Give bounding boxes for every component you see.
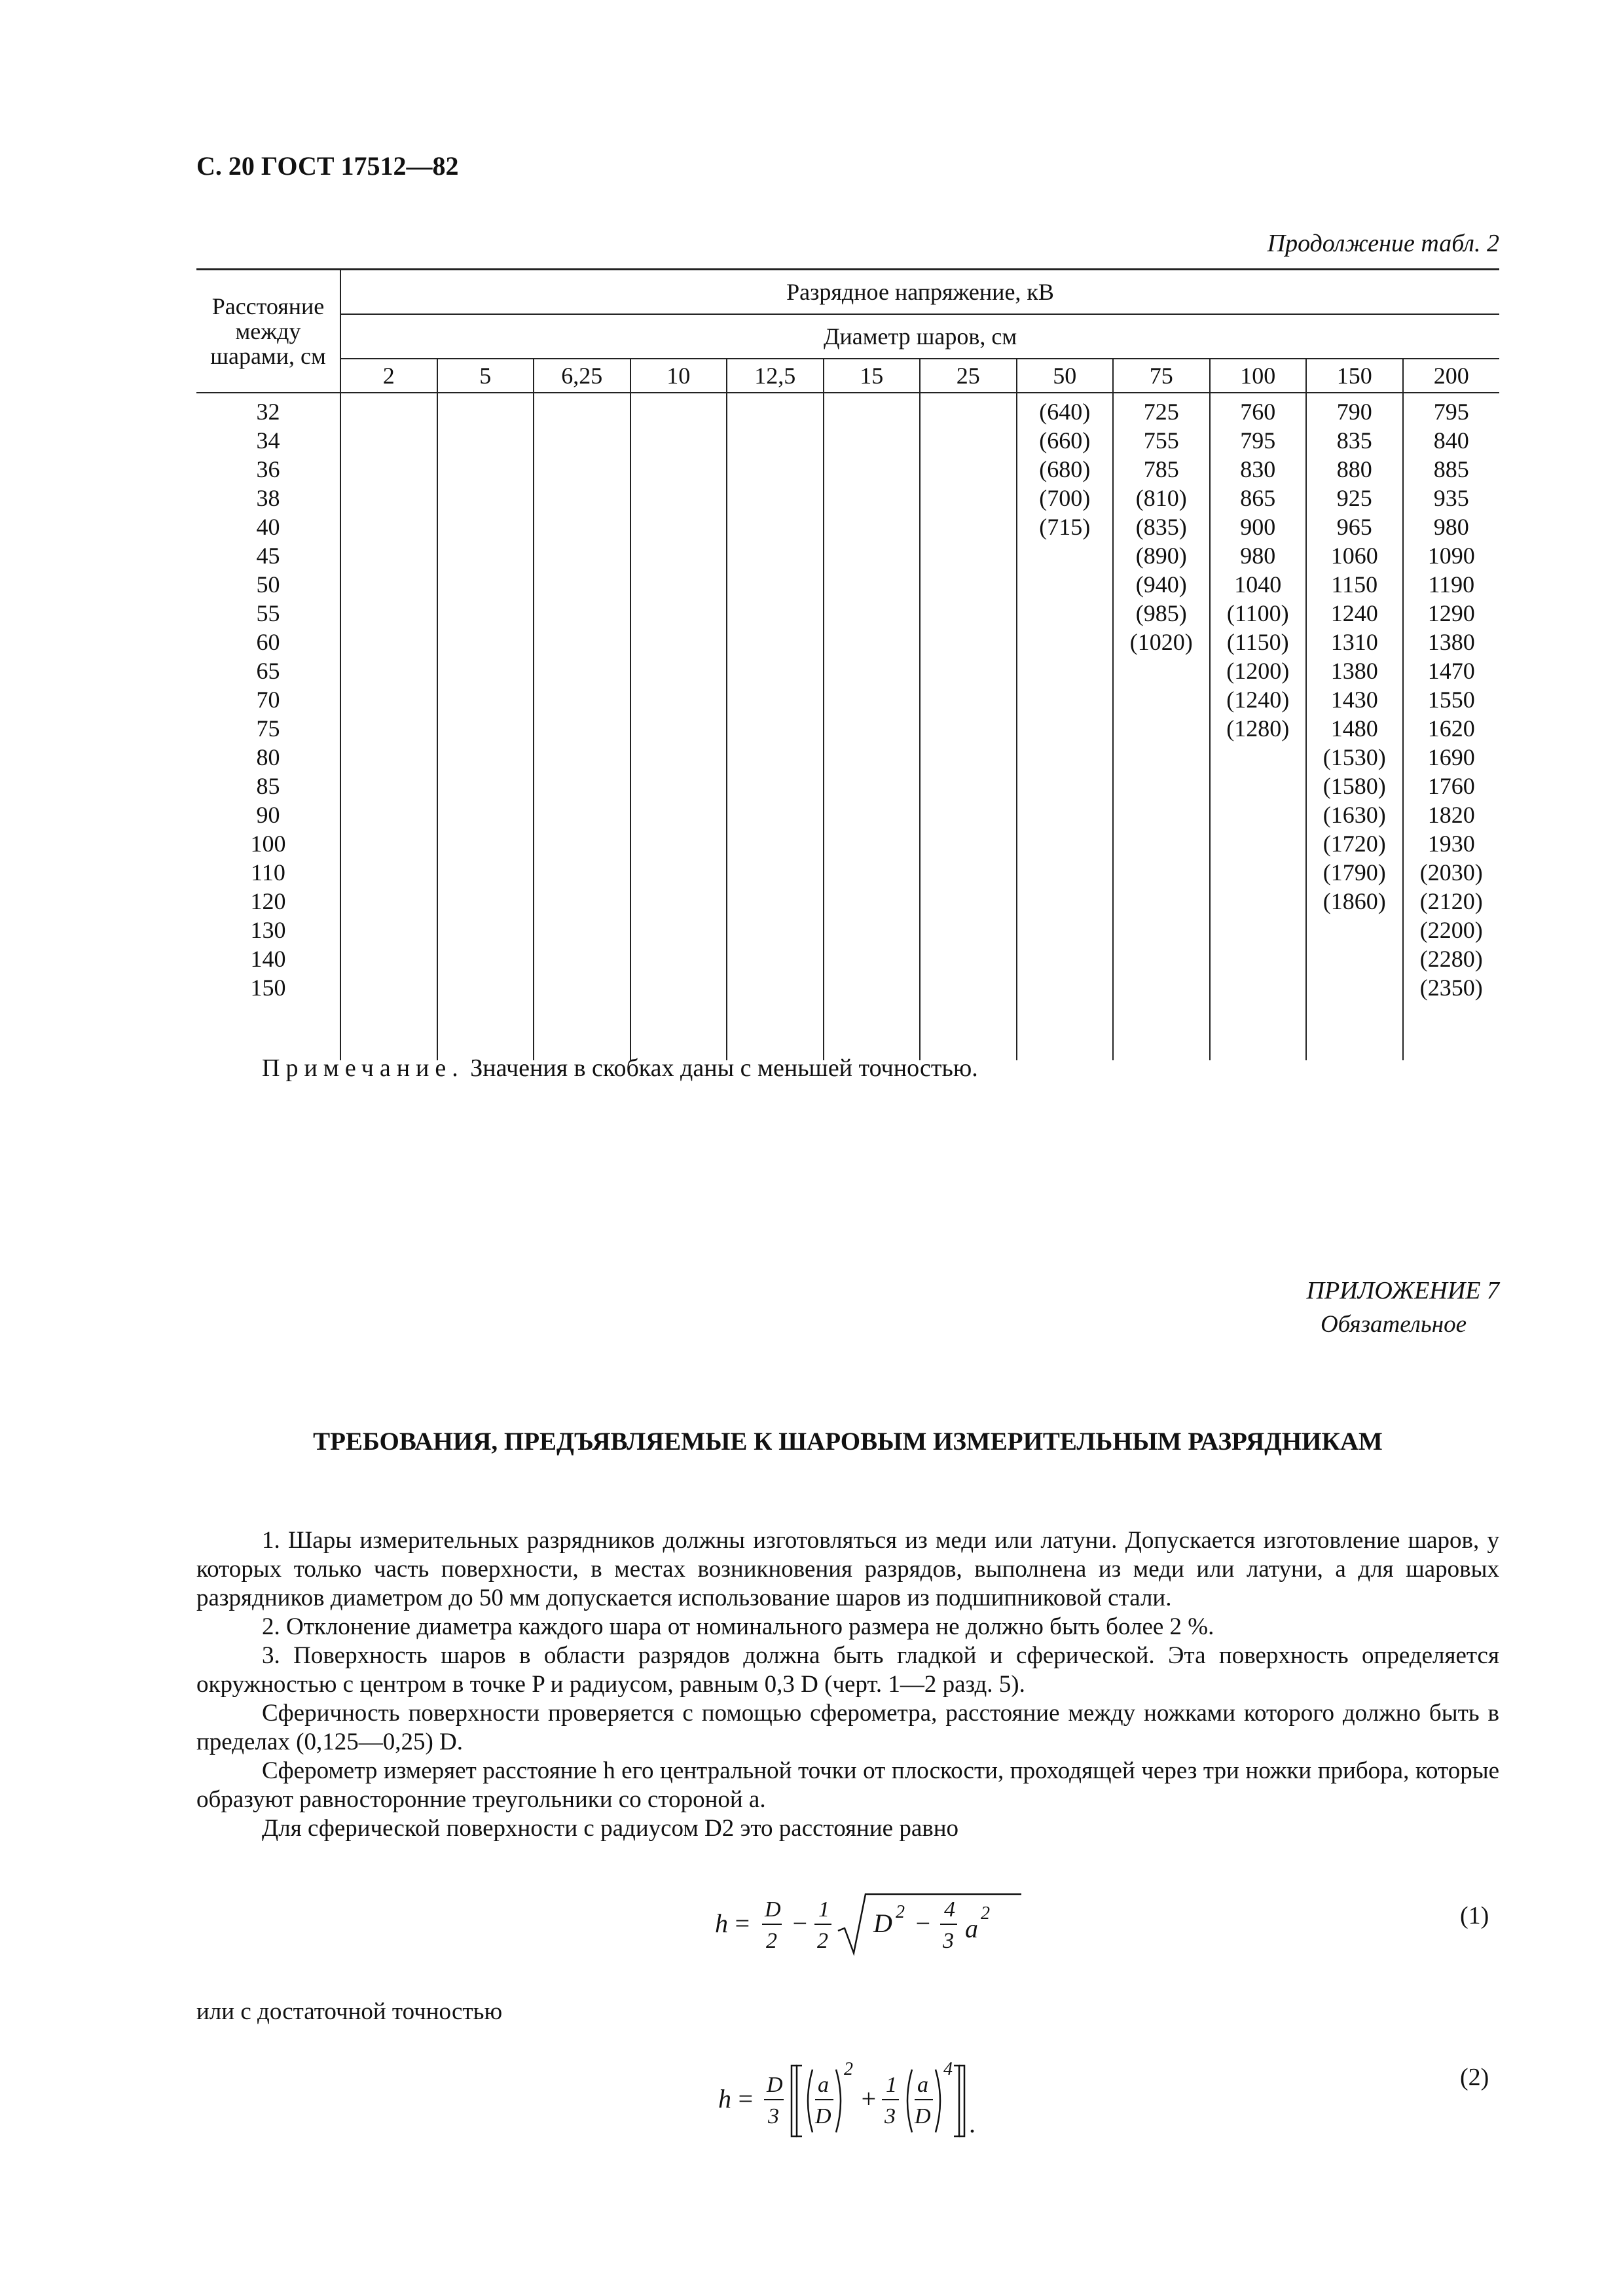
- distance-value: 34: [256, 427, 280, 454]
- voltage-value: (680): [1039, 456, 1091, 482]
- voltage-column: [1403, 393, 1500, 1060]
- voltage-value: 865: [1240, 484, 1276, 511]
- voltage-value: (1630): [1322, 801, 1386, 828]
- voltage-value: (1720): [1322, 830, 1386, 857]
- paragraph-2: 2. Отклонение диаметра каждого шара от номинального размера не должно быть более 2 %.: [262, 1613, 1214, 1640]
- voltage-value: 1760: [1427, 772, 1475, 799]
- svg-text:3: 3: [884, 2104, 896, 2128]
- voltage-value: 1690: [1427, 744, 1475, 770]
- distance-value: 60: [256, 628, 280, 655]
- svg-text:a: a: [818, 2073, 829, 2097]
- voltage-value: 785: [1143, 456, 1179, 482]
- voltage-value: 835: [1336, 427, 1372, 454]
- voltage-value: 830: [1240, 456, 1276, 482]
- voltage-value: 1470: [1427, 657, 1475, 684]
- diameter-header-cell: 150: [1306, 359, 1403, 393]
- distance-value: 40: [256, 513, 280, 540]
- voltage-value: 725: [1143, 398, 1179, 425]
- appendix-subtitle: Обязательное: [1320, 1311, 1467, 1338]
- diameter-header-cell: 50: [1017, 359, 1114, 393]
- voltage-value: 980: [1240, 542, 1276, 569]
- distance-value: 55: [256, 600, 280, 626]
- svg-text:−: −: [914, 1909, 932, 1938]
- voltage-value: (660): [1039, 427, 1091, 454]
- voltage-value: 1820: [1427, 801, 1475, 828]
- diameter-header-cell: 75: [1113, 359, 1210, 393]
- voltage-value: 840: [1433, 427, 1469, 454]
- voltage-value: 1380: [1330, 657, 1378, 684]
- equation-2-number: (2): [1460, 2064, 1489, 2091]
- voltage-column: [534, 393, 630, 1060]
- paragraph-6: Для сферической поверхности с радиусом D2 это расстояние равно: [262, 1815, 959, 1842]
- voltage-value: 1240: [1330, 600, 1378, 626]
- voltage-value: (640): [1039, 398, 1091, 425]
- svg-text:2: 2: [817, 1929, 828, 1953]
- distance-value: 90: [256, 801, 280, 828]
- voltage-column: [1306, 393, 1403, 1060]
- row-header-cell: Расстояние между шарами, см: [196, 270, 340, 393]
- voltage-column: [727, 393, 824, 1060]
- voltage-value: (1150): [1226, 628, 1289, 655]
- diameter-header-cell: 200: [1403, 359, 1500, 393]
- voltage-value: (700): [1039, 484, 1091, 511]
- voltage-column: [920, 393, 1017, 1060]
- voltage-column: [1113, 393, 1210, 1060]
- voltage-value: (810): [1135, 484, 1187, 511]
- distance-value: 110: [251, 859, 285, 886]
- diameter-header-cell: 10: [630, 359, 727, 393]
- paragraph-5: Сферометр измеряет расстояние h его центральной точки от плоскости, проходящей через три ножки прибора, которые образуют равносторонние треугольники со стороной a.: [196, 1757, 1499, 1813]
- voltage-column: [1210, 393, 1307, 1060]
- page-header: С. 20 ГОСТ 17512—82: [196, 151, 459, 181]
- svg-text:h: h: [715, 1909, 728, 1938]
- svg-text:1: 1: [886, 2073, 897, 2097]
- distance-value: 150: [250, 974, 286, 1001]
- svg-text:3: 3: [943, 1929, 954, 1953]
- svg-text:h: h: [718, 2084, 731, 2113]
- svg-text:2: 2: [896, 1902, 905, 1922]
- voltage-value: (2120): [1419, 888, 1483, 914]
- svg-text:1: 1: [818, 1897, 830, 1922]
- svg-text:2: 2: [981, 1903, 990, 1924]
- voltage-value: (1860): [1322, 888, 1386, 914]
- voltage-column: [437, 393, 534, 1060]
- voltage-value: (1530): [1322, 744, 1386, 770]
- voltage-column: [824, 393, 921, 1060]
- note-text: Значения в скобках даны с меньшей точностью.: [464, 1054, 978, 1082]
- voltage-value: (1200): [1226, 657, 1290, 684]
- discharge-voltage-table: [196, 268, 1499, 1060]
- voltage-value: 1090: [1427, 542, 1475, 569]
- voltage-value: 1150: [1331, 571, 1378, 598]
- voltage-value: 1550: [1427, 686, 1475, 713]
- voltage-value: 900: [1240, 513, 1276, 540]
- distance-value: 36: [256, 456, 280, 482]
- sub-header-cell: Диаметр шаров, см: [340, 314, 1499, 359]
- voltage-value: 885: [1433, 456, 1469, 482]
- distance-value: 120: [250, 888, 286, 914]
- voltage-value: (715): [1039, 513, 1091, 540]
- section-heading: ТРЕБОВАНИЯ, ПРЕДЪЯВЛЯЕМЫЕ К ШАРОВЫМ ИЗМЕРИТЕЛЬНЫМ РАЗРЯДНИКАМ: [313, 1427, 1383, 1456]
- distance-column: [196, 393, 340, 1060]
- svg-text:D: D: [873, 1909, 892, 1938]
- group-header-cell: Разрядное напряжение, кВ: [340, 270, 1499, 314]
- voltage-value: 1290: [1427, 600, 1475, 626]
- distance-value: 45: [256, 542, 280, 569]
- voltage-value: 935: [1433, 484, 1469, 511]
- voltage-value: 1040: [1234, 571, 1282, 598]
- paragraph-1: 1. Шары измерительных разрядников должны изготовляться из меди или латуни. Допускается изготовление шаров, у которых только часть поверхности, в местах возникновения разрядов, выполнена из меди или латуни, а для шаровых разрядников диаметром до 50 мм допускается использование шаров из подшипниковой стали.: [196, 1527, 1499, 1611]
- voltage-value: 795: [1240, 427, 1276, 454]
- voltage-column: [340, 393, 437, 1060]
- diameter-header-cell: 12,5: [727, 359, 824, 393]
- voltage-value: 965: [1336, 513, 1372, 540]
- voltage-value: 925: [1336, 484, 1372, 511]
- distance-value: 75: [256, 715, 280, 742]
- voltage-value: (1280): [1226, 715, 1290, 742]
- distance-value: 70: [256, 686, 280, 713]
- svg-text:=: =: [737, 2084, 754, 2113]
- distance-value: 140: [250, 945, 286, 972]
- diameter-header-cell: 5: [437, 359, 534, 393]
- equation-1-number: (1): [1460, 1902, 1489, 1929]
- voltage-value: (2030): [1419, 859, 1483, 886]
- paragraph-3: 3. Поверхность шаров в области разрядов должна быть гладкой и сферической. Эта поверхность определяется окружностью с центром в точке P и радиусом, равным 0,3 D (черт. 1—2 разд. 5).: [196, 1642, 1499, 1698]
- svg-text:3: 3: [768, 2104, 779, 2128]
- voltage-value: 1190: [1428, 571, 1475, 598]
- voltage-value: (890): [1135, 542, 1187, 569]
- voltage-value: (940): [1135, 571, 1187, 598]
- svg-text:a: a: [965, 1914, 978, 1943]
- voltage-column: [630, 393, 727, 1060]
- voltage-value: 880: [1336, 456, 1372, 482]
- voltage-value: (2280): [1419, 945, 1483, 972]
- voltage-value: 1620: [1427, 715, 1475, 742]
- svg-text:D: D: [767, 2073, 783, 2097]
- svg-text:4: 4: [943, 2059, 953, 2079]
- svg-text:2: 2: [844, 2059, 853, 2079]
- requirements-text: [196, 1526, 1499, 1843]
- appendix-title: ПРИЛОЖЕНИЕ 7: [1306, 1277, 1499, 1304]
- voltage-value: 1930: [1427, 830, 1475, 857]
- voltage-value: (835): [1135, 513, 1187, 540]
- voltage-value: 795: [1433, 398, 1469, 425]
- svg-text:=: =: [733, 1909, 751, 1938]
- distance-value: 85: [256, 772, 280, 799]
- voltage-value: (2350): [1419, 974, 1483, 1001]
- diameter-header-cell: 25: [920, 359, 1017, 393]
- voltage-value: 1430: [1330, 686, 1378, 713]
- intermediate-text: или с достаточной точностью: [196, 1998, 503, 2025]
- svg-text:4: 4: [944, 1897, 955, 1922]
- svg-text:D: D: [915, 2104, 931, 2128]
- distance-value: 130: [250, 916, 286, 943]
- voltage-value: (1020): [1129, 628, 1193, 655]
- paragraph-4: Сферичность поверхности проверяется с помощью сферометра, расстояние между ножками которого должно быть в пределах (0,125—0,25) D.: [196, 1700, 1499, 1755]
- voltage-value: 980: [1433, 513, 1469, 540]
- diameter-header-cell: 100: [1210, 359, 1307, 393]
- diameter-header-cell: 2: [340, 359, 437, 393]
- voltage-value: (1100): [1226, 600, 1289, 626]
- svg-text:2: 2: [766, 1929, 777, 1953]
- voltage-value: 1060: [1330, 542, 1378, 569]
- equation-1: [714, 1885, 1028, 1964]
- voltage-value: (2200): [1419, 916, 1483, 943]
- svg-text:+: +: [860, 2084, 877, 2113]
- diameter-header-cell: 15: [824, 359, 921, 393]
- voltage-value: (1790): [1322, 859, 1386, 886]
- svg-text:−: −: [791, 1909, 809, 1938]
- voltage-value: (1240): [1226, 686, 1290, 713]
- distance-value: 50: [256, 571, 280, 598]
- distance-value: 80: [256, 744, 280, 770]
- note-label: Примечание.: [262, 1054, 464, 1082]
- voltage-value: 1380: [1427, 628, 1475, 655]
- table-note: [262, 1054, 978, 1083]
- svg-text:a: a: [917, 2073, 928, 2097]
- diameter-header-cell: 6,25: [534, 359, 630, 393]
- distance-value: 32: [256, 398, 280, 425]
- distance-value: 38: [256, 484, 280, 511]
- voltage-column: [1017, 393, 1114, 1060]
- voltage-value: 1310: [1330, 628, 1378, 655]
- voltage-value: 790: [1336, 398, 1372, 425]
- distance-value: 100: [250, 830, 286, 857]
- distance-value: 65: [256, 657, 280, 684]
- voltage-value: 760: [1240, 398, 1276, 425]
- voltage-value: (1580): [1322, 772, 1386, 799]
- voltage-value: 1480: [1330, 715, 1378, 742]
- voltage-value: (985): [1135, 600, 1187, 626]
- svg-text:D: D: [815, 2104, 831, 2128]
- table-continuation-label: Продолжение табл. 2: [1267, 230, 1499, 257]
- svg-text:D: D: [765, 1897, 781, 1922]
- voltage-value: 755: [1143, 427, 1179, 454]
- equation-2: [717, 2055, 1005, 2147]
- svg-text:.: .: [970, 2109, 976, 2138]
